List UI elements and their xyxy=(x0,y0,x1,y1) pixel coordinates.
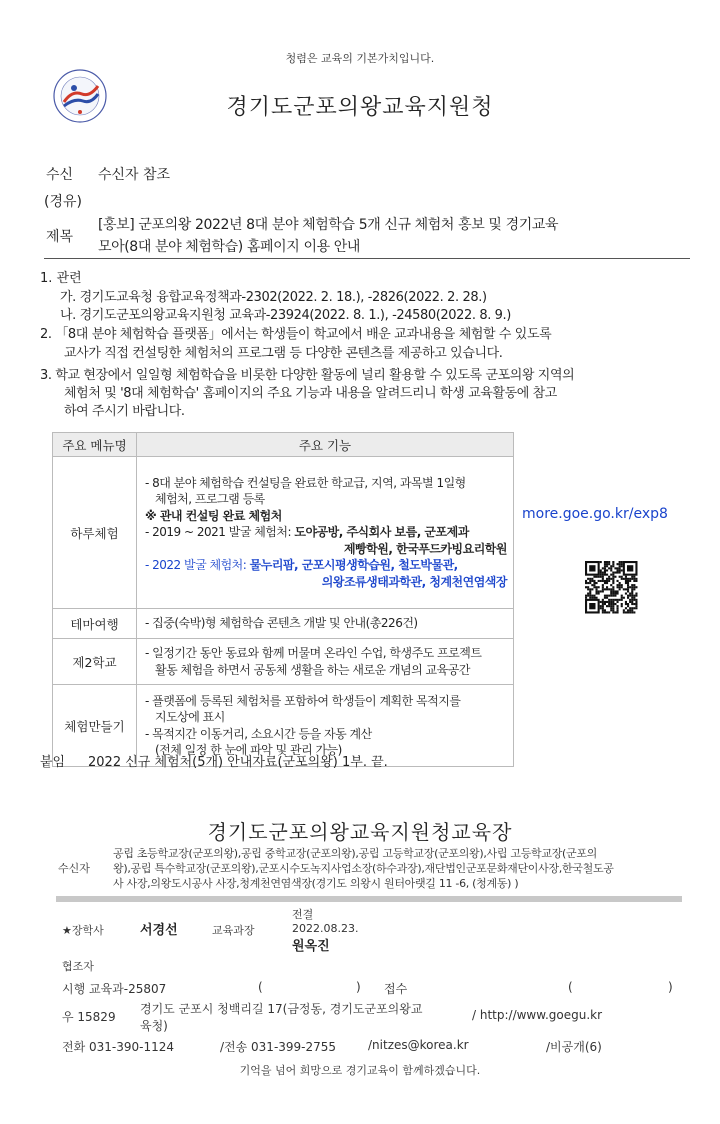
table-row xyxy=(53,609,514,639)
desc-line: - 일정기간 동안 동료와 함께 머물며 온라인 수업, 학생주도 프로젝트 xyxy=(145,646,482,660)
table-row xyxy=(53,639,514,685)
para-3-line-3: 하여 주시기 바랍니다. xyxy=(64,404,185,419)
organization-name: 경기도군포의왕교육지원청 xyxy=(226,95,494,120)
subject-line-1: [홍보] 군포의왕 2022년 8대 분야 체험학습 5개 신규 체험처 홍보 및 경기교육 xyxy=(98,217,559,233)
desc-line-tail: 도야공방, 주식회사 보름, 군포제과 xyxy=(294,525,469,540)
recipient-value: 수신자 참조 xyxy=(98,167,171,183)
table-row xyxy=(53,457,514,609)
attachment-text: 2022 신규 체험처(5개) 안내자료(군포의왕) 1부. 끝. xyxy=(88,755,388,770)
cooperator-label: 협조자 xyxy=(62,960,94,973)
subject-line-2: 모아(8대 분야 체험학습) 홈페이지 이용 안내 xyxy=(98,239,360,255)
phone: 전화 031-390-1124 xyxy=(62,1040,175,1054)
para-2-line-2: 교사가 직접 컨설팅한 체험처의 프로그램 등 다양한 콘텐츠를 제공하고 있습니다. xyxy=(64,346,503,361)
recipients-label: 수신자 xyxy=(58,862,90,875)
receipt-label: 접수 xyxy=(384,982,408,996)
doc-paren-open: ( xyxy=(258,980,263,994)
para-1b: 나. 경기도군포의왕교육지원청 교육과-23924(2022. 8. 1.), -24580(2022. 8. 9.) xyxy=(60,308,511,323)
zip-code: 우 15829 xyxy=(62,1010,116,1024)
row-desc xyxy=(137,457,514,609)
attachment-label: 붙임 xyxy=(40,755,66,770)
via-label: (경유) xyxy=(44,194,82,210)
feature-table xyxy=(52,432,514,767)
row-name: 테마여행 xyxy=(53,609,137,639)
receipt-paren-close: ) xyxy=(668,980,673,994)
receipt-paren-open: ( xyxy=(568,980,573,994)
recipient-label: 수신 xyxy=(46,167,74,183)
desc-line xyxy=(145,557,507,574)
doc-paren-close: ) xyxy=(356,980,361,994)
recipients-line: 공립 초등학교장(군포의왕),공립 중학교장(군포의왕),공립 고등학교장(군포의왕),사립 고등학교장(군포의 xyxy=(113,847,598,860)
qr-code-icon[interactable] xyxy=(583,547,639,637)
desc-line: (전체 일정 한 눈에 파악 및 관리 가능) xyxy=(155,743,342,757)
address-line-2: 육청) xyxy=(140,1019,168,1033)
approver-role-2: 교육과장 xyxy=(212,924,255,937)
row-desc xyxy=(137,609,514,639)
para-1a: 가. 경기도교육청 융합교육정책과-2302(2022. 2. 18.), -2826(2022. 2. 28.) xyxy=(60,290,487,305)
address-line-1: 경기도 군포시 청백리길 17(금정동, 경기도군포의왕교 xyxy=(140,1002,423,1016)
recipients-line: 사 사장,의왕도시공사 사장,청계천연염색장(경기도 의왕시 원터아랫길 11 -6, (청계동) ) xyxy=(113,877,519,890)
desc-line: 활동 체험을 하면서 공동체 생활을 하는 새로운 개념의 교육공간 xyxy=(155,662,470,677)
website-link[interactable]: / http://www.goegu.kr xyxy=(472,1008,603,1022)
recipients-line: 왕),공립 특수학교장(군포의왕),군포시수도녹지사업소장(하수과장),재단법인군포문화재단이사장,한국철도공 xyxy=(113,862,614,875)
desc-line: - 집중(숙박)형 체험학습 콘텐츠 개발 및 안내(총226건) xyxy=(145,616,418,631)
desc-line xyxy=(145,524,507,541)
approver-name-2: 원옥진 xyxy=(292,939,330,954)
para-2-line-1: 2. 「8대 분야 체험학습 플랫폼」에서는 학생들이 학교에서 배운 교과내용을 체험할 수 있도록 xyxy=(40,327,552,342)
approval-date: 2022.08.23. xyxy=(292,922,359,935)
desc-line: - 목적지간 이동거리, 소요시간 등을 자동 계산 xyxy=(145,726,372,741)
row-name: 체험만들기 xyxy=(53,685,137,767)
para-3-line-1: 3. 학교 현장에서 일일형 체험학습을 비롯한 다양한 활동에 널리 활용할 수 있도록 군포의왕 지역의 xyxy=(40,368,575,383)
header-divider xyxy=(44,258,690,259)
disclosure-status: /비공개(6) xyxy=(546,1040,602,1054)
desc-line-tail: 물누리팜, 군포시평생학습원, 철도박물관, xyxy=(249,558,458,573)
recipients-list xyxy=(113,846,693,891)
closing-slogan: 기억을 넘어 희망으로 경기교육이 함께하겠습니다. xyxy=(239,1064,481,1077)
row-desc xyxy=(137,639,514,685)
recipients-divider xyxy=(56,896,682,902)
desc-line-head: - 2022 발굴 체험처: xyxy=(145,558,250,573)
desc-line-head: - 2019 ~ 2021 발굴 체험처: xyxy=(145,525,295,540)
table-header-menu: 주요 메뉴명 xyxy=(53,433,137,457)
table-header-function: 주요 기능 xyxy=(137,433,514,457)
table-header-row xyxy=(53,433,514,457)
fax: /전송 031-399-2755 xyxy=(220,1040,337,1054)
row-name: 제2학교 xyxy=(53,639,137,685)
approver-name-1: 서경선 xyxy=(140,923,178,938)
para-1: 1. 관련 xyxy=(40,271,82,286)
desc-line: 제빵학원, 한국푸드카빙요리학원 xyxy=(343,541,507,556)
final-approval-label: 전결 xyxy=(292,908,314,921)
desc-line: 의왕조류생태과학관, 청계천연염색장 xyxy=(321,574,507,589)
homepage-link[interactable]: more.goe.go.kr/exp8 xyxy=(522,506,668,522)
approver-role-1: ★장학사 xyxy=(62,924,104,937)
email-link[interactable]: /nitzes@korea.kr xyxy=(368,1038,469,1052)
desc-line: ※ 관내 컨설팅 완료 체험처 xyxy=(145,508,282,523)
desc-line: - 플랫폼에 등록된 체험처를 포함하여 학생들이 계획한 목적지를 xyxy=(145,693,461,708)
para-3-line-2: 체험처 및 '8대 체험학습' 홈페이지의 주요 기능과 내용을 알려드리니 학생 교육활동에 참고 xyxy=(64,386,557,401)
slogan: 청렴은 교육의 기본가치입니다. xyxy=(285,52,435,65)
desc-line: 체험처, 프로그램 등록 xyxy=(155,492,265,507)
sender-title: 경기도군포의왕교육지원청교육장 xyxy=(207,820,513,844)
desc-line: - 8대 분야 체험학습 컨설팅을 완료한 학교급, 지역, 과목별 1일형 xyxy=(145,475,466,490)
subject-label: 제목 xyxy=(46,229,74,245)
document-number: 시행 교육과-25807 xyxy=(62,982,167,996)
desc-line: 지도상에 표시 xyxy=(155,710,225,724)
row-name: 하루체험 xyxy=(53,457,137,609)
